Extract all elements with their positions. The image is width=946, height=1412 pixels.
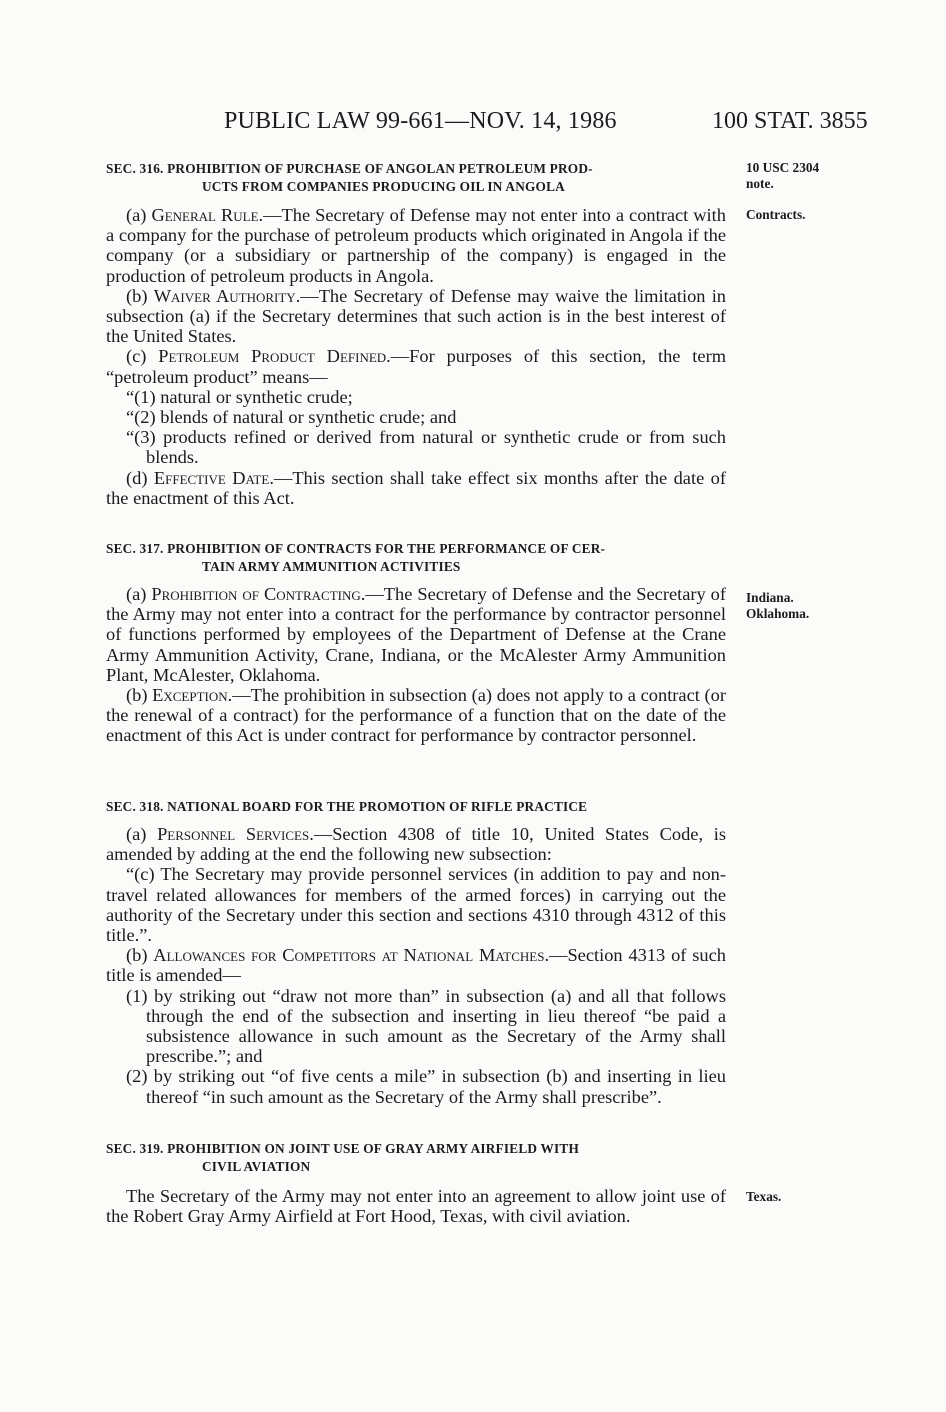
section-319-text: The Secretary of the Army may not enter into an agreement to allow joint use of the Robert Gray Army Airfield at Fort Hood, Texas, with civil aviation. (106, 1186, 726, 1227)
section-316-b-caption: Waiver Authority. (153, 285, 301, 306)
section-318-subsection-a (106, 824, 726, 864)
margin-note-usc (746, 160, 819, 192)
margin-note-indiana: Indiana. (746, 590, 794, 605)
section-316-subsection-b (106, 286, 726, 347)
section-316-subsection-d (106, 468, 726, 508)
section-316-subsection-c (106, 346, 726, 386)
section-317-heading (106, 540, 726, 576)
margin-note-usc-line2: note. (746, 176, 774, 191)
margin-note-texas: Texas. (746, 1189, 782, 1204)
section-316-d-text: —This section shall take effect six months after the date of the enactment of this Act. (106, 467, 726, 508)
section-316-d-label: (d) (126, 467, 154, 488)
section-319-heading-line2: CIVIL AVIATION (202, 1159, 311, 1174)
section-318-heading: SEC. 318. NATIONAL BOARD FOR THE PROMOTION OF RIFLE PRACTICE (106, 799, 588, 814)
margin-note-indiana-oklahoma (746, 590, 809, 622)
section-318-a-text: —Section 4308 of title 10, United States Code, is amended by adding at the end the following new subsection: (106, 824, 726, 865)
section-316-b-label: (b) (126, 285, 154, 306)
section-316-heading-line2: UCTS FROM COMPANIES PRODUCING OIL IN ANGOLA (202, 179, 565, 194)
section-316-c-caption: Petroleum Product Defined. (158, 346, 391, 367)
section-316-a-caption: General Rule. (151, 205, 264, 225)
section-318-body (106, 824, 726, 1107)
section-317-a-text: —The Secretary of Defense and the Secretary of the Army may not enter into a contract for the performance by contractor personnel of functions performed by employees of the Department of Defense at the Crane Army Ammunition Activity, Crane, Indiana, or the McAlester Army Ammunition Plant, McAlester, Oklahoma. (106, 584, 726, 685)
section-317-heading-line2: TAIN ARMY AMMUNITION ACTIVITIES (202, 559, 461, 574)
section-319 (106, 1140, 726, 1176)
section-316-c-label: (c) (126, 346, 159, 367)
section-316-heading-line1: SEC. 316. PROHIBITION OF PURCHASE OF ANGOLAN PETROLEUM PROD- (106, 161, 593, 176)
section-319-heading (106, 1140, 726, 1176)
section-316-heading (106, 160, 726, 196)
section-316-a-text: —The Secretary of Defense may not enter into a contract with a company for the purchase of petroleum products which originated in Angola if the company (or a subsidiary or partnership of the company) is engaged in the production of petroleum products in Angola. (106, 205, 726, 286)
page-header-stat: 100 STAT. 3855 (712, 108, 868, 134)
section-319-body (106, 1186, 726, 1226)
section-317-a-caption: Prohibition of Contracting. (151, 584, 366, 604)
section-318-b-caption: Allowances for Competitors at National Matches. (153, 945, 550, 966)
list-item: “(3) products refined or derived from natural or synthetic crude or from such blends. (126, 427, 726, 468)
section-316-body (106, 205, 726, 508)
section-318 (106, 798, 726, 816)
section-319-heading-line1: SEC. 319. PROHIBITION ON JOINT USE OF GRAY ARMY AIRFIELD WITH (106, 1141, 579, 1156)
section-317 (106, 540, 726, 576)
section-318-b-text: —Section 4313 of such title is amended— (106, 945, 726, 986)
margin-note-contracts: Contracts. (746, 207, 806, 222)
section-316-a-label: (a) (126, 205, 152, 225)
list-item: “(1) natural or synthetic crude; (126, 386, 353, 407)
section-316-subsection-a (106, 205, 726, 286)
list-item: “(2) blends of natural or synthetic crude; and (126, 407, 457, 428)
section-316-c-text: —For purposes of this section, the term “petroleum product” means— (106, 346, 727, 387)
section-318-a-caption: Personnel Services. (157, 824, 314, 844)
section-317-b-label: (b) (126, 685, 153, 706)
section-317-subsection-b (106, 685, 726, 746)
list-item: (1) by striking out “draw not more than” in subsection (a) and all that follows through the end of the subsection and inserting in lieu thereof “be paid a subsistence allowance in such amount as the Secretary of the Army shall prescribe.”; and (126, 985, 726, 1067)
section-317-subsection-a (106, 584, 726, 685)
page-header-title: PUBLIC LAW 99-661—NOV. 14, 1986 (224, 108, 617, 134)
section-316-b-text: —The Secretary of Defense may waive the limitation in subsection (a) if the Secretary determines that such action is in the best interest of the United States. (106, 285, 726, 347)
section-317-a-label: (a) (126, 584, 152, 604)
section-317-b-text: —The prohibition in subsection (a) does not apply to a contract (or the renewal of a contract) for the performance of a function that on the date of the enactment of this Act is under contract for performance by contractor personnel. (106, 685, 726, 746)
list-item: (2) by striking out “of five cents a mile” in subsection (b) and inserting in lieu thereof “in such amount as the Secretary of the Army shall prescribe”. (126, 1066, 726, 1107)
section-318-a-quote: “(c) The Secretary may provide personnel services (in addition to pay and non-travel related allowances for members of the armed forces) in carrying out the authority of the Secretary under this section and sections 4310 through 4312 of this title.”. (106, 864, 726, 946)
section-316-d-caption: Effective Date. (153, 467, 274, 488)
section-316 (106, 160, 726, 196)
section-317-heading-line1: SEC. 317. PROHIBITION OF CONTRACTS FOR THE PERFORMANCE OF CER- (106, 541, 606, 556)
margin-note-oklahoma: Oklahoma. (746, 606, 810, 621)
section-317-b-caption: Exception. (152, 685, 233, 706)
section-318-a-label: (a) (126, 824, 158, 844)
margin-note-usc-line1: 10 USC 2304 (746, 160, 820, 175)
section-317-body (106, 584, 726, 746)
section-318-subsection-b (106, 945, 726, 985)
section-318-b-label: (b) (126, 945, 154, 966)
